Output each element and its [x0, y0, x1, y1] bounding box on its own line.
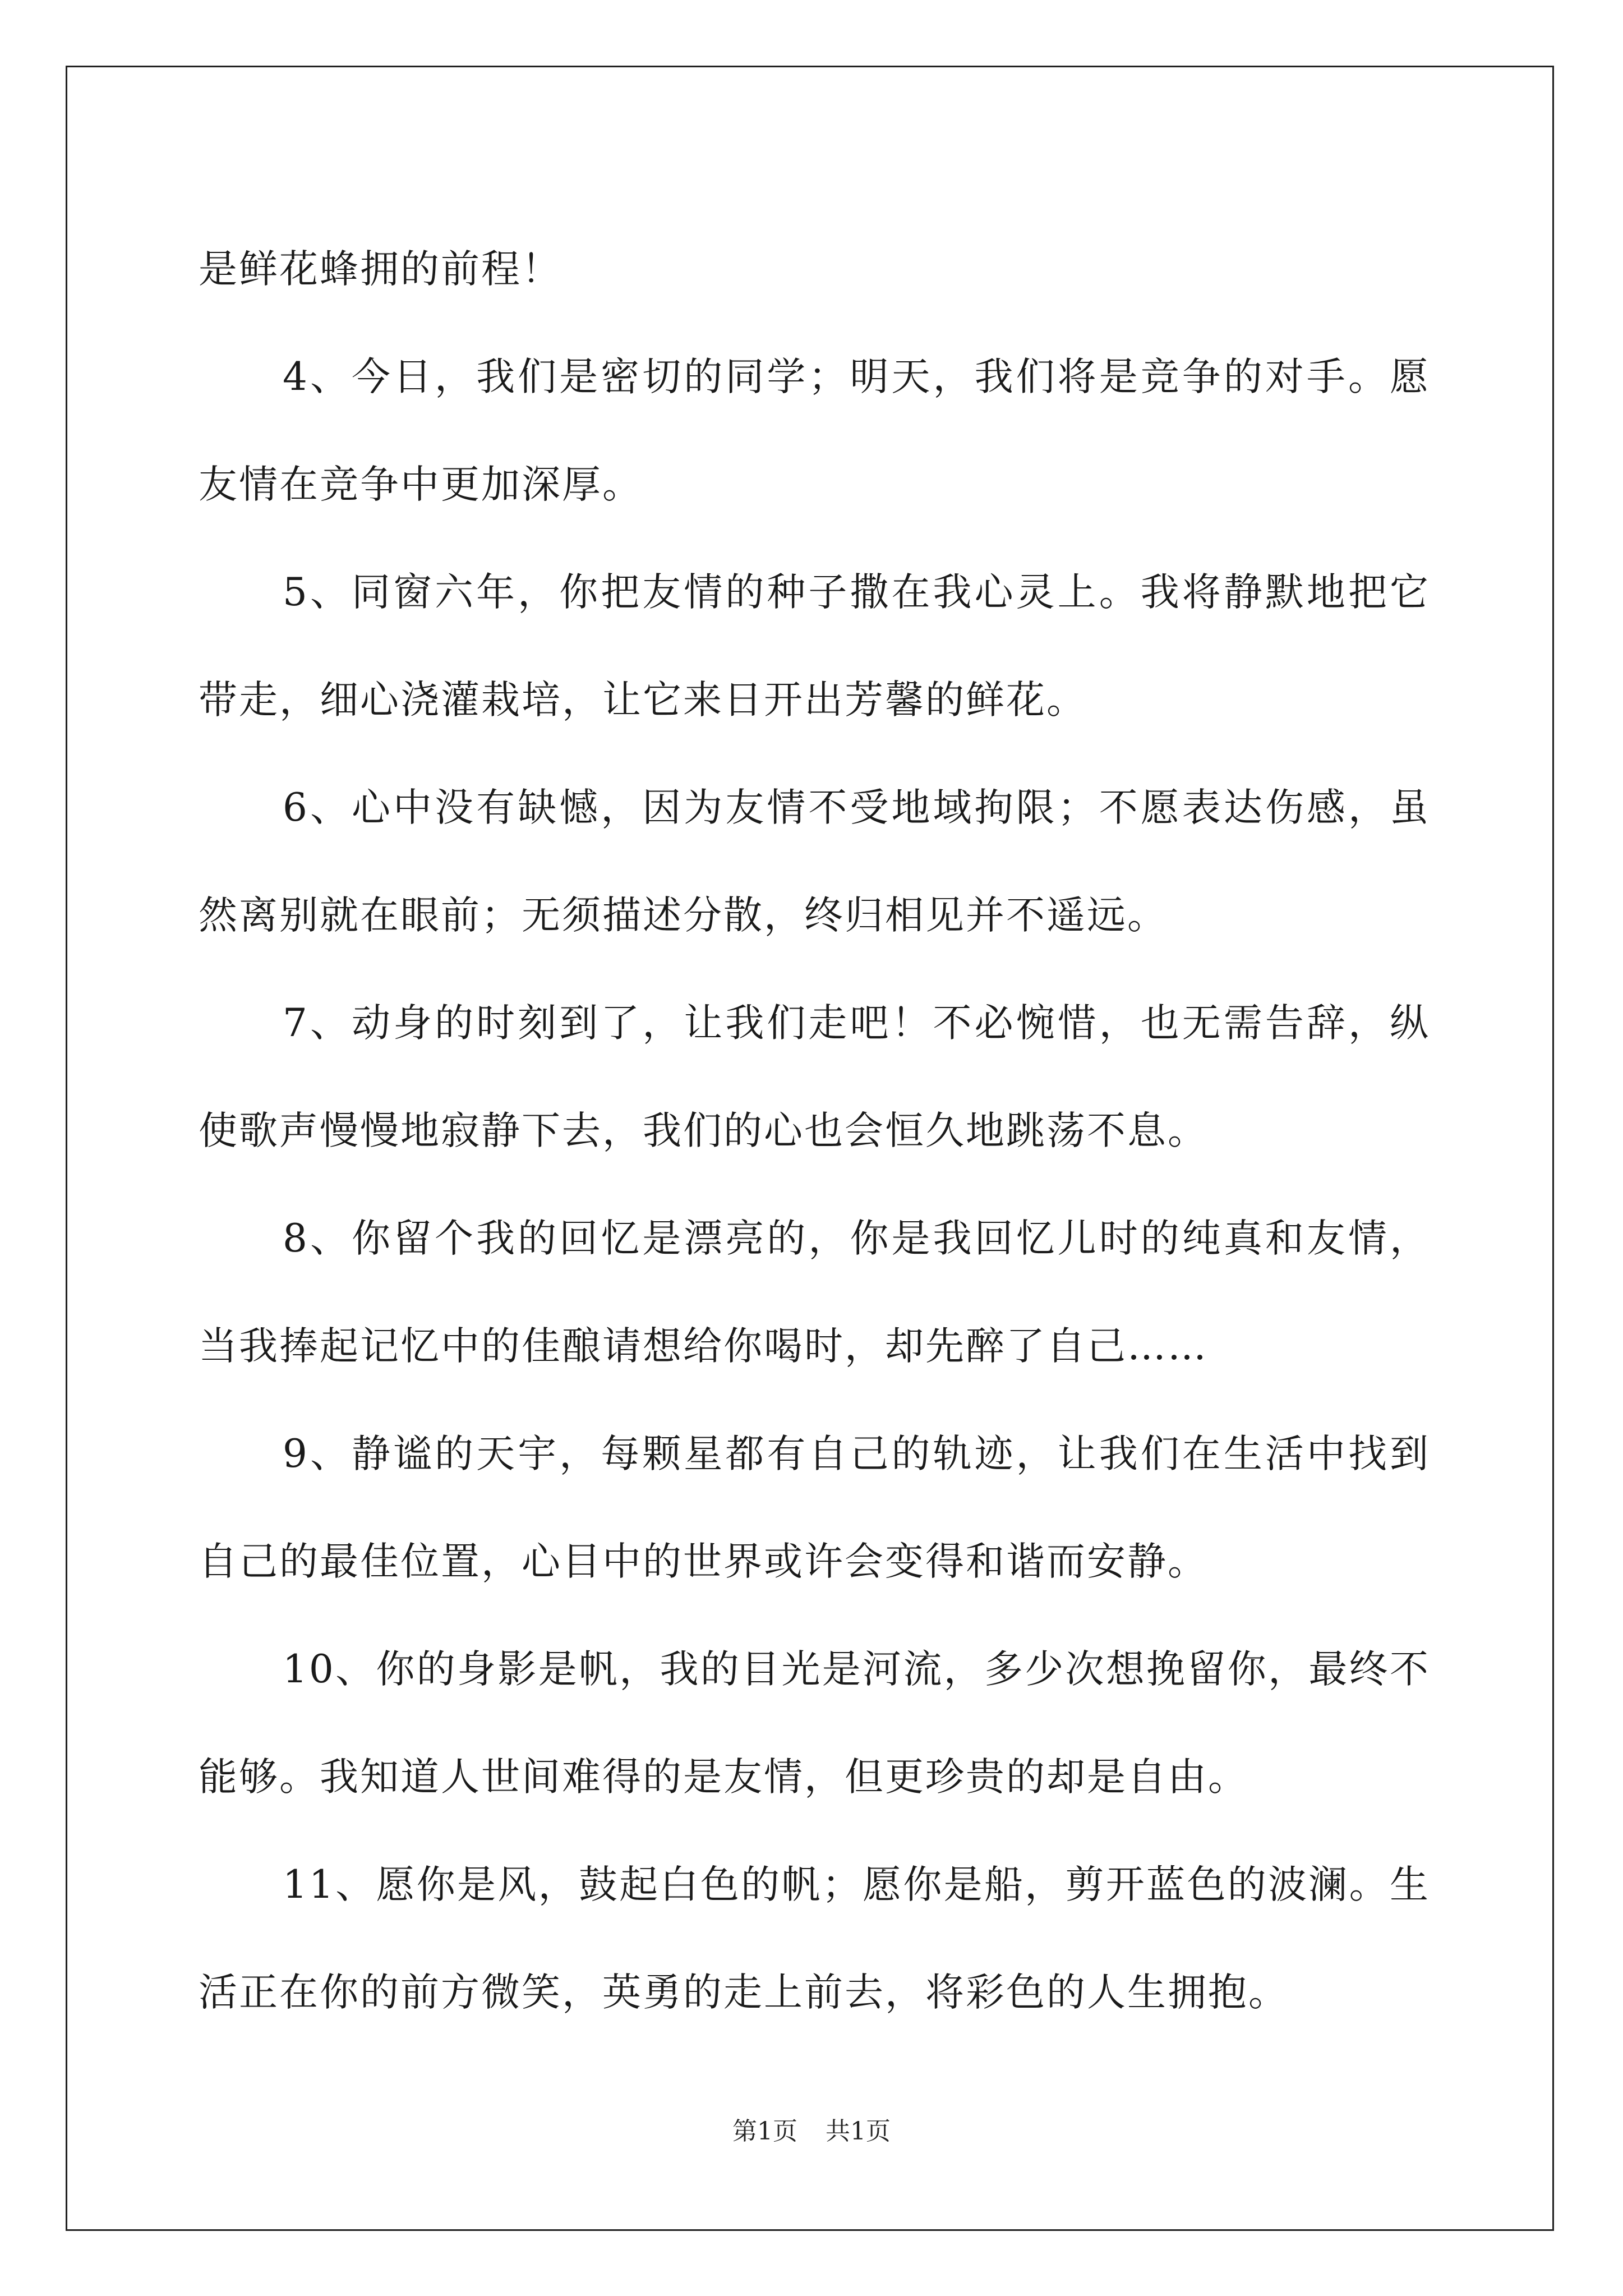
- paragraph-item-11: 11、愿你是风，鼓起白色的帆；愿你是船，剪开蓝色的波澜。生活正在你的前方微笑，英勇的走上前去，将彩色的人生拥抱。: [199, 1862, 1430, 2015]
- paragraph-continuation: 是鲜花蜂拥的前程！: [199, 247, 562, 292]
- paragraph-item-5: 5、同窗六年，你把友情的种子撒在我心灵上。我将静默地把它带走，细心浇灌栽培，让它来日开出芳馨的鲜花。: [199, 570, 1430, 723]
- paragraph-item-4: 4、今日，我们是密切的同学；明天，我们将是竞争的对手。愿友情在竞争中更加深厚。: [199, 355, 1430, 507]
- paragraph-item-10: 10、你的身影是帆，我的目光是河流，多少次想挽留你，最终不能够。我知道人世间难得的是友情，但更珍贵的却是自由。: [199, 1647, 1430, 1800]
- paragraph-item-8: 8、你留个我的回忆是漂亮的，你是我回忆儿时的纯真和友情，当我捧起记忆中的佳酿请想给你喝时，却先醉了自己……: [199, 1216, 1430, 1369]
- paragraph-item-9: 9、静谧的天宇，每颗星都有自己的轨迹，让我们在生活中找到自己的最佳位置，心目中的世界或许会变得和谐而安静。: [199, 1432, 1430, 1584]
- page-number-current: 第1页: [732, 2117, 797, 2146]
- document-body: [199, 215, 1430, 2046]
- page-footer: [0, 2115, 1623, 2148]
- paragraph-item-6: 6、心中没有缺憾，因为友情不受地域拘限；不愿表达伤感，虽然离别就在眼前；无须描述分散，终归相见并不遥远。: [199, 785, 1430, 938]
- paragraph-item-7: 7、动身的时刻到了，让我们走吧！不必惋惜，也无需告辞，纵使歌声慢慢地寂静下去，我们的心也会恒久地跳荡不息。: [199, 1001, 1430, 1153]
- page-number-total: 共1页: [826, 2117, 891, 2146]
